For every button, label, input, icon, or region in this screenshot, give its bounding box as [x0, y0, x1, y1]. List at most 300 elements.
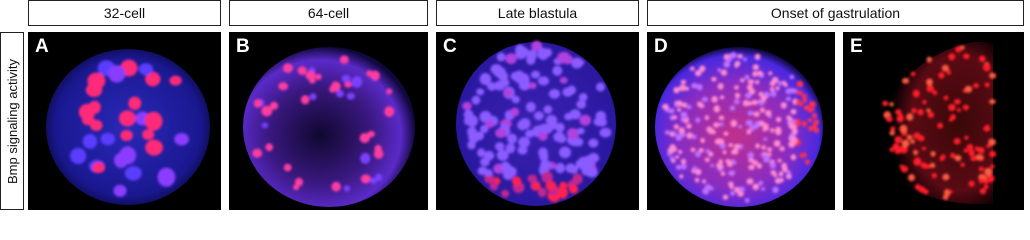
panel-label-a: A [35, 36, 49, 57]
nucleus [531, 71, 540, 79]
nucleus [662, 104, 669, 110]
nucleus [785, 88, 792, 94]
nucleus [718, 83, 724, 90]
nucleus [770, 81, 776, 86]
embryo-a-image [28, 32, 221, 210]
nucleus [386, 89, 392, 95]
nucleus [786, 174, 792, 180]
nucleus [946, 70, 951, 75]
nucleus [552, 66, 562, 76]
nucleus [957, 108, 961, 112]
nucleus [927, 57, 933, 63]
nucleus [814, 128, 819, 133]
nucleus [332, 182, 341, 192]
nucleus [753, 184, 760, 191]
nucleus [665, 130, 670, 134]
nucleus [892, 143, 899, 150]
nucleus [113, 185, 126, 197]
nucleus [588, 139, 598, 148]
nucleus [673, 132, 677, 136]
nucleus [692, 135, 697, 140]
nucleus [900, 165, 904, 169]
nucleus [710, 164, 714, 167]
nucleus [755, 143, 760, 148]
nucleus [788, 123, 794, 129]
nucleus [760, 107, 765, 112]
nucleus [515, 49, 526, 59]
nucleus [985, 82, 990, 87]
nucleus [723, 150, 727, 154]
nucleus [748, 165, 755, 170]
nucleus [510, 108, 519, 117]
nucleus [719, 122, 723, 126]
nucleus [557, 134, 566, 143]
nucleus [679, 127, 685, 133]
nucleus [749, 89, 756, 95]
nucleus [805, 160, 810, 165]
nucleus [748, 79, 754, 84]
nucleus [978, 155, 984, 161]
nucleus [968, 149, 974, 156]
nucleus [753, 64, 759, 70]
nucleus [938, 72, 944, 79]
panel-e-image [843, 32, 1024, 210]
nucleus [495, 128, 507, 138]
nucleus [563, 54, 573, 64]
nucleus [309, 78, 316, 84]
row-label: Bmp signaling activity [4, 58, 20, 184]
nucleus [926, 109, 930, 113]
nucleus [955, 46, 961, 52]
nucleus [755, 80, 759, 84]
nucleus [374, 145, 381, 153]
nucleus [690, 67, 695, 71]
nucleus [932, 173, 937, 178]
nucleus [476, 88, 484, 95]
nucleus [743, 100, 750, 107]
nucleus [955, 155, 962, 161]
nucleus [262, 123, 269, 128]
nucleus [544, 105, 553, 114]
nucleus [775, 127, 781, 134]
row-label-box [0, 32, 24, 210]
nucleus [950, 114, 956, 120]
nucleus [278, 82, 288, 90]
nucleus [284, 164, 292, 172]
nucleus [467, 127, 477, 138]
nucleus [119, 146, 136, 164]
nucleus [252, 149, 262, 158]
nucleus [761, 187, 765, 191]
nucleus [686, 123, 691, 128]
nucleus [532, 182, 541, 190]
nucleus [697, 84, 703, 90]
panel-c-image [436, 32, 639, 210]
nucleus [682, 116, 687, 121]
nucleus [695, 178, 700, 183]
nucleus [776, 86, 780, 91]
nucleus [265, 143, 273, 151]
nucleus [781, 102, 787, 108]
nucleus [926, 85, 934, 92]
nucleus [734, 99, 740, 104]
nucleus [979, 178, 985, 183]
nucleus [360, 153, 370, 164]
nucleus [779, 146, 784, 151]
nucleus [555, 163, 565, 173]
nucleus [759, 100, 764, 105]
nucleus [472, 96, 481, 105]
nucleus [579, 157, 589, 165]
nucleus [495, 142, 504, 151]
nucleus [695, 117, 700, 122]
nucleus [295, 178, 303, 187]
nucleus [770, 128, 774, 133]
nucleus [539, 124, 551, 133]
nucleus [670, 144, 676, 149]
nucleus [729, 170, 736, 176]
nucleus [980, 188, 987, 194]
nucleus [681, 80, 686, 85]
nucleus [525, 130, 534, 138]
nucleus [937, 123, 943, 129]
nucleus [899, 114, 903, 118]
nucleus [765, 110, 771, 116]
nucleus [540, 160, 551, 171]
nucleus [340, 56, 349, 64]
nucleus [797, 81, 804, 88]
nucleus [700, 138, 705, 143]
nucleus [315, 74, 321, 80]
nucleus [943, 96, 948, 101]
embryo-e-image [843, 32, 1024, 210]
nucleus [965, 86, 973, 93]
nucleus [926, 79, 933, 86]
nucleus [170, 76, 182, 86]
nucleus [734, 187, 740, 193]
nucleus [790, 109, 796, 115]
nucleus [810, 107, 815, 111]
panel-label-d: D [654, 36, 668, 57]
nucleus [367, 131, 375, 137]
nucleus [675, 155, 679, 159]
nucleus [596, 111, 607, 122]
nucleus [347, 93, 355, 100]
nucleus [943, 195, 949, 200]
nucleus [497, 53, 506, 62]
nucleus [730, 191, 735, 196]
stage-header-onset-gastrulation: Onset of gastrulation [647, 0, 1024, 26]
nucleus [986, 144, 991, 148]
nucleus [727, 56, 732, 62]
nucleus [969, 181, 975, 187]
nucleus [735, 93, 740, 99]
nucleus [83, 134, 97, 149]
nucleus [576, 100, 586, 109]
nucleus [669, 108, 675, 113]
nucleus [512, 176, 521, 185]
nucleus [984, 179, 989, 184]
nucleus [979, 56, 986, 63]
nucleus [913, 90, 920, 98]
nucleus [577, 128, 585, 135]
nucleus [793, 131, 797, 135]
nucleus [902, 78, 909, 84]
nucleus [706, 149, 710, 154]
nucleus [344, 185, 350, 192]
nucleus [501, 190, 509, 198]
panel-label-c: C [443, 36, 457, 57]
nucleus [970, 156, 976, 161]
nucleus [983, 126, 990, 132]
nucleus [931, 151, 936, 156]
nucleus [529, 82, 537, 89]
nucleus [802, 121, 807, 126]
nucleus [960, 163, 965, 167]
nucleus [713, 122, 719, 127]
nucleus [174, 133, 189, 145]
nucleus [729, 143, 734, 147]
embryo-c-image [436, 32, 639, 210]
nucleus [882, 101, 888, 106]
nucleus [711, 77, 717, 82]
nucleus [517, 120, 527, 130]
nucleus [484, 151, 495, 161]
panel-b-image [229, 32, 428, 210]
nucleus [886, 116, 893, 122]
nucleus [779, 171, 784, 176]
nucleus [911, 108, 916, 113]
nucleus [581, 165, 592, 176]
nucleus [973, 83, 979, 88]
nucleus [557, 187, 568, 199]
nucleus [964, 136, 969, 140]
nucleus [549, 122, 558, 130]
nucleus [774, 140, 781, 147]
nucleus [687, 105, 692, 109]
nucleus [493, 69, 503, 77]
nucleus [734, 144, 740, 149]
nucleus [747, 152, 754, 159]
nucleus [145, 140, 163, 156]
nucleus [674, 101, 678, 104]
nucleus [743, 58, 747, 61]
nucleus [812, 113, 817, 119]
nucleus [954, 99, 961, 105]
nucleus [754, 111, 760, 117]
nucleus [717, 68, 721, 72]
nucleus [940, 154, 945, 160]
nucleus [490, 182, 499, 190]
nucleus [108, 65, 125, 82]
nucleus [932, 90, 937, 95]
nucleus [771, 92, 776, 97]
nucleus [786, 115, 791, 120]
nucleus [808, 126, 813, 131]
nucleus [908, 174, 915, 181]
nucleus [911, 72, 916, 77]
nucleus [560, 77, 568, 84]
nucleus [948, 53, 955, 60]
nucleus [717, 138, 722, 143]
nucleus [950, 153, 955, 159]
nucleus [759, 121, 765, 127]
nucleus [928, 112, 935, 118]
nucleus [513, 71, 525, 84]
nucleus [145, 112, 163, 131]
nucleus [702, 188, 709, 195]
nucleus [779, 178, 784, 183]
nucleus [120, 130, 133, 141]
nucleus [918, 109, 924, 115]
nucleus [757, 163, 762, 168]
nucleus [796, 100, 801, 105]
nucleus [745, 75, 750, 80]
nucleus [254, 99, 262, 108]
nucleus [702, 179, 706, 183]
nucleus [667, 153, 671, 157]
nucleus [922, 100, 926, 105]
nucleus [763, 155, 770, 162]
nucleus [791, 137, 798, 144]
nucleus [786, 97, 791, 101]
nucleus [770, 162, 776, 168]
nucleus [989, 73, 996, 79]
nucleus [754, 123, 759, 129]
nucleus [717, 163, 723, 169]
nucleus [910, 139, 915, 143]
nucleus [922, 147, 927, 151]
nucleus [270, 102, 278, 110]
nucleus [730, 106, 735, 111]
nucleus [732, 160, 737, 165]
nucleus [930, 163, 936, 168]
nucleus [92, 162, 105, 173]
nucleus [989, 151, 996, 158]
nucleus [714, 105, 721, 112]
nucleus [301, 95, 310, 104]
nucleus [478, 167, 488, 175]
panel-a-image [28, 32, 221, 210]
nucleus [672, 115, 677, 119]
nucleus [88, 101, 100, 114]
nucleus [538, 76, 549, 85]
nucleus [723, 195, 729, 200]
nucleus [352, 76, 363, 88]
nucleus [777, 159, 782, 163]
nucleus [676, 165, 682, 170]
nucleus [712, 131, 716, 135]
nucleus [967, 144, 974, 150]
nucleus [375, 174, 382, 182]
nucleus [979, 167, 984, 172]
nucleus [709, 186, 714, 190]
embryo-d-image [647, 32, 835, 210]
nucleus [341, 75, 350, 83]
nucleus [125, 166, 142, 180]
nucleus [915, 184, 921, 190]
nucleus [559, 147, 571, 159]
nucleus [902, 140, 910, 148]
nucleus [900, 125, 908, 133]
nucleus [505, 53, 517, 64]
nucleus [128, 97, 141, 110]
nucleus [699, 103, 705, 108]
nucleus [564, 113, 573, 120]
nucleus [569, 185, 578, 194]
nucleus [795, 121, 800, 126]
nucleus [776, 117, 782, 122]
nucleus [724, 132, 729, 136]
nucleus [913, 150, 918, 155]
nucleus [791, 119, 796, 123]
nucleus [978, 147, 985, 154]
nucleus [366, 70, 372, 76]
nucleus [549, 89, 560, 99]
nucleus [681, 164, 687, 170]
nucleus [546, 181, 557, 191]
nucleus [758, 181, 763, 186]
nucleus [890, 102, 894, 107]
nucleus [538, 48, 547, 55]
nucleus [746, 129, 751, 134]
nucleus [705, 115, 710, 120]
nucleus [748, 111, 754, 116]
nucleus [734, 63, 739, 68]
nucleus [677, 108, 682, 112]
nucleus [671, 159, 675, 163]
panel-label-b: B [236, 36, 250, 57]
nucleus [734, 85, 739, 90]
nucleus [752, 71, 758, 77]
nucleus [702, 97, 708, 102]
panel-d-image [647, 32, 835, 210]
nucleus [746, 120, 752, 126]
nucleus [812, 124, 817, 129]
nucleus [680, 85, 686, 90]
nucleus [802, 98, 807, 103]
nucleus [719, 116, 725, 121]
nucleus [384, 106, 394, 117]
nucleus [361, 174, 371, 183]
nucleus [721, 172, 726, 176]
nucleus [772, 187, 778, 193]
nucleus [989, 99, 995, 104]
nucleus [770, 170, 776, 175]
nucleus [497, 150, 509, 161]
nucleus [731, 120, 738, 127]
nucleus [673, 87, 679, 93]
nucleus [811, 103, 816, 108]
nucleus [679, 174, 683, 178]
nucleus [90, 120, 102, 131]
nucleus [720, 95, 725, 99]
nucleus [711, 96, 718, 103]
nucleus [298, 66, 307, 75]
nucleus [566, 163, 576, 173]
nucleus [464, 110, 474, 120]
nucleus [504, 89, 512, 98]
nucleus [310, 93, 317, 100]
nucleus [954, 138, 961, 144]
nucleus [158, 168, 176, 187]
nucleus [728, 182, 734, 187]
nucleus [767, 147, 772, 151]
nucleus [782, 167, 788, 173]
nucleus [699, 148, 704, 153]
nucleus [101, 133, 116, 145]
nucleus [799, 154, 804, 158]
